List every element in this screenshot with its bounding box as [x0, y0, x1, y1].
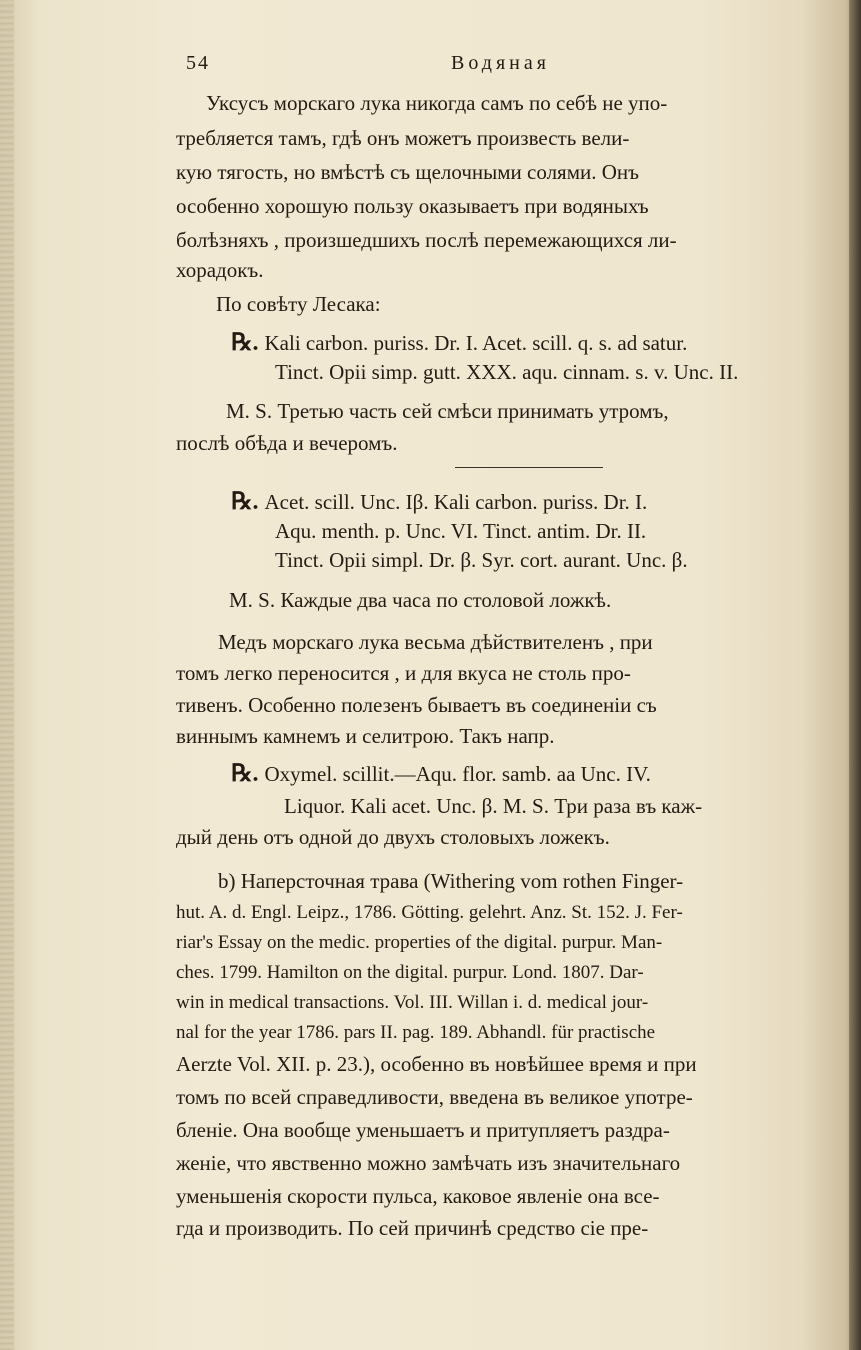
- text-line: кую тягость, но вмѣстѣ съ щелочными солями. Онъ: [176, 160, 639, 184]
- page-fore-edge: [849, 0, 861, 1350]
- prescription-line: Tinct. Opii simpl. Dr. β. Syr. cort. aurant. Unc. β.: [275, 548, 688, 572]
- rx-symbol: ℞.: [231, 761, 259, 787]
- rx-symbol: ℞.: [231, 489, 259, 515]
- text-line: riar's Essay on the medic. properties of the digital. purpur. Man-: [176, 932, 663, 953]
- text-line: Aerzte Vol. XII. p. 23.), особенно въ новѣйшее время и при: [176, 1052, 697, 1076]
- text-line: ches. 1799. Hamilton on the digital. purpur. Lond. 1807. Dar-: [176, 962, 644, 983]
- running-head: Водяная: [451, 52, 550, 74]
- text-line: По совѣту Лесака:: [216, 292, 381, 316]
- text-line: Медъ морскаго лука весьма дѣйствителенъ , при: [218, 630, 653, 654]
- text-line: требляется тамъ, гдѣ онъ можетъ произвесть вели-: [176, 126, 630, 150]
- page-number: 54: [186, 52, 210, 74]
- prescription-line: ℞. Kali carbon. puriss. Dr. I. Acet. scill. q. s. ad satur.: [231, 330, 688, 356]
- text-line: Уксусъ морскаго лука никогда самъ по себѣ не упо-: [206, 91, 668, 115]
- prescription-line: Tinct. Opii simp. gutt. XXX. aqu. cinnam. s. v. Unc. II.: [275, 360, 739, 384]
- text-line: томъ легко переносится , и для вкуса не столь про-: [176, 661, 631, 685]
- text-line: hut. A. d. Engl. Leipz., 1786. Götting. gelehrt. Anz. St. 152. J. Fer-: [176, 902, 683, 923]
- text-line: M. S. Каждые два часа по столовой ложкѣ.: [229, 588, 612, 612]
- text-line: b) Наперсточная трава (Withering vom rothen Finger-: [218, 869, 684, 893]
- text-line: дый день отъ одной до двухъ столовыхъ ложекъ.: [176, 825, 610, 849]
- text-line: болѣзняхъ , произшедшихъ послѣ перемежающихся ли-: [176, 228, 677, 252]
- prescription-line: ℞. Acet. scill. Unc. Iβ. Kali carbon. puriss. Dr. I.: [231, 489, 648, 515]
- text-line: M. S. Третью часть сей смѣси принимать утромъ,: [226, 399, 669, 423]
- text-line: томъ по всей справедливости, введена въ великое употре-: [176, 1085, 693, 1109]
- text-line: win in medical transactions. Vol. III. Willan i. d. medical jour-: [176, 992, 649, 1013]
- text-line: тивенъ. Особенно полезенъ бываетъ въ соединеніи съ: [176, 693, 657, 717]
- text-line: уменьшенія скорости пульса, каковое явленіе она все-: [176, 1184, 660, 1208]
- page-binding-edge: [0, 0, 14, 1350]
- text-line: гда и производить. По сей причинѣ средство сіе пре-: [176, 1216, 649, 1240]
- prescription-line: ℞. Oxymel. scillit.—Aqu. flor. samb. aa Unc. IV.: [231, 761, 651, 787]
- text-line: виннымъ камнемъ и селитрою. Такъ напр.: [176, 724, 555, 748]
- text-line: хорадокъ.: [176, 258, 264, 282]
- text-line: послѣ обѣда и вечеромъ.: [176, 431, 398, 455]
- page-header: [186, 52, 586, 84]
- text-line: особенно хорошую пользу оказываетъ при водяныхъ: [176, 194, 649, 218]
- text-line: бленіе. Она вообще уменьшаетъ и притупляетъ раздра-: [176, 1118, 670, 1142]
- prescription-line: Liquor. Kali acet. Unc. β. M. S. Три раза въ каж-: [284, 794, 703, 818]
- prescription-line: Aqu. menth. p. Unc. VI. Tinct. antim. Dr. II.: [275, 519, 647, 543]
- separator-rule: [455, 467, 603, 468]
- rx-symbol: ℞.: [231, 330, 259, 356]
- text-line: nal for the year 1786. pars II. pag. 189. Abhandl. für practische: [176, 1022, 656, 1043]
- text-line: женіе, что явственно можно замѣчать изъ значительнаго: [176, 1151, 681, 1175]
